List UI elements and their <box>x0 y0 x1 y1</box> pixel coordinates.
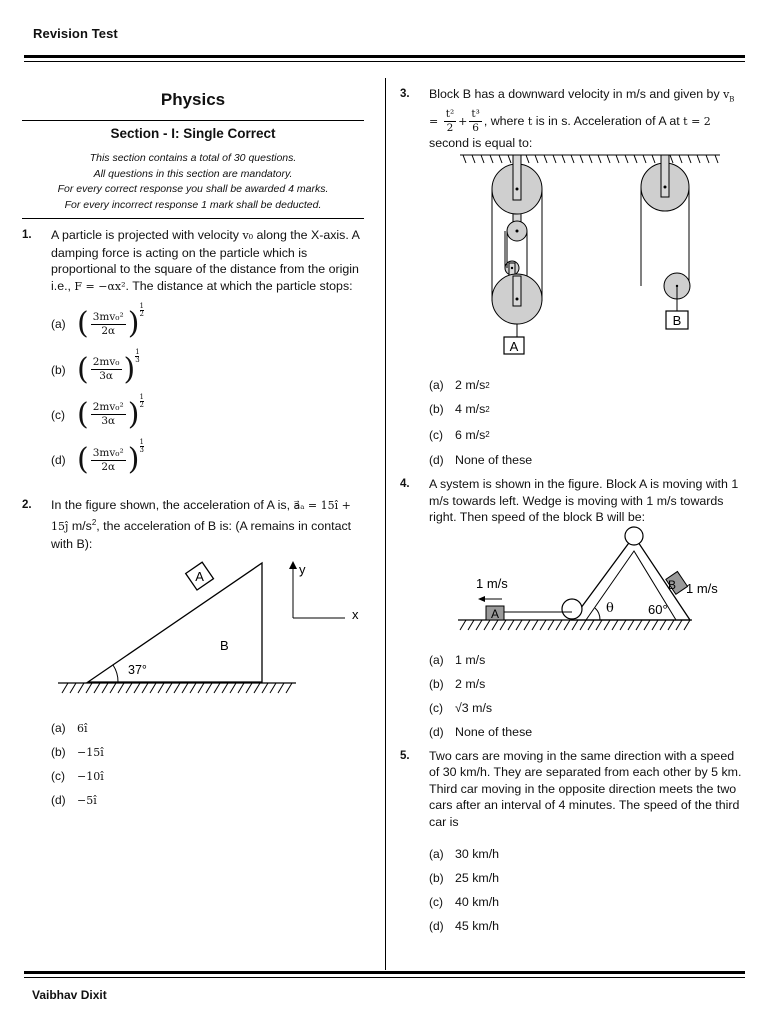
option-label: (a) <box>429 652 444 667</box>
question-2-options <box>51 716 364 812</box>
math-force: F = −αx² <box>74 279 126 293</box>
option-b[interactable] <box>429 866 745 890</box>
power-numerator: 1 <box>139 393 144 402</box>
section-rule-bottom <box>22 218 364 219</box>
option-label: (c) <box>429 700 443 715</box>
option-label: (a) <box>429 847 444 862</box>
frac-denominator: 6 <box>472 121 479 134</box>
wedge-block-figure <box>400 526 745 636</box>
block-b-label: B <box>668 577 677 592</box>
question-number: 4. <box>400 478 410 491</box>
footer-rule-thick <box>24 971 745 974</box>
math-vb: v <box>723 88 730 101</box>
superscript: 2 <box>485 380 490 390</box>
option-value: 6 m/s <box>455 427 486 442</box>
math-equals: = <box>429 114 442 128</box>
option-value: 2 m/s <box>455 378 486 393</box>
math-t-equals-2: t = 2 <box>683 114 711 128</box>
frac-denominator: 2α <box>101 324 116 337</box>
question-number: 5. <box>400 749 410 762</box>
option-d[interactable] <box>51 788 364 812</box>
option-value: None of these <box>455 724 533 739</box>
wedge-b <box>88 563 262 682</box>
velocity-b-label: 1 m/s <box>686 580 718 596</box>
question-text: Two cars are moving in the same direction with a speed of 30 km/h. They are separated from each other by 5 km. Third car moving in the opposite direction meets the two cars after an interval of 4 minutes. The speed of the third car is <box>429 748 742 829</box>
instruction-line: For every correct response you shall be awarded 4 marks. <box>57 183 329 196</box>
superscript: 2 <box>485 430 490 440</box>
question-text: second is equal to: <box>429 135 533 150</box>
option-label: (b) <box>429 871 444 886</box>
power-denominator: 2 <box>139 401 144 410</box>
right-column <box>400 84 745 938</box>
header-rule-thin <box>24 61 745 62</box>
option-b[interactable] <box>429 397 745 421</box>
question-text: , where <box>483 113 528 128</box>
x-axis-label: x <box>352 607 359 622</box>
option-a[interactable] <box>429 373 745 397</box>
math-v0: v₀ <box>242 229 254 243</box>
option-label: (c) <box>51 407 65 422</box>
power-denominator: 3 <box>135 356 140 365</box>
theta-label: θ <box>606 600 614 616</box>
block-a-label: A <box>490 606 500 621</box>
option-label: (a) <box>51 317 66 332</box>
superscript: 2 <box>485 404 490 414</box>
question-text: along the X-axis. A damping force is acting on the particle which is proportional to the square of the distance from the origin i.e., <box>51 228 360 293</box>
block-a-label: A <box>195 569 204 585</box>
header-rule-thick <box>24 55 745 58</box>
question-text: Block B has a downward velocity in m/s and given by <box>429 87 724 101</box>
footer-author: Vaibhav Dixit <box>32 988 107 1002</box>
instruction-line: All questions in this section are mandatory. <box>93 167 293 180</box>
frac-numerator: t² <box>445 107 455 120</box>
math-vb-subscript: B <box>729 95 735 104</box>
y-axis-label: y <box>299 562 306 577</box>
option-label: (d) <box>51 793 66 807</box>
instruction-line: For every incorrect response 1 mark shall be deducted. <box>64 198 322 211</box>
frac-numerator: 3mv₀² <box>92 310 124 323</box>
option-label: (d) <box>429 919 444 934</box>
option-value: 45 km/h <box>455 919 500 934</box>
option-value: None of these <box>455 453 533 468</box>
option-label: (b) <box>51 362 66 377</box>
frac-numerator: t³ <box>471 107 480 120</box>
option-b[interactable] <box>429 672 745 696</box>
math-t: t <box>527 114 533 128</box>
frac-denominator: 3α <box>101 415 116 428</box>
option-c[interactable] <box>429 890 745 914</box>
frac-denominator: 3α <box>99 370 113 383</box>
option-value: 30 km/h <box>455 847 500 862</box>
option-label: (b) <box>51 745 66 759</box>
option-a[interactable] <box>429 648 745 672</box>
angle-label: 60° <box>648 601 668 617</box>
option-value: 2 m/s <box>455 676 486 691</box>
option-label: (a) <box>429 378 444 393</box>
question-text: A system is shown in the figure. Block A is moving with 1 m/s towards left. Wedge is moving with 1 m/s towards right. Then speed of the block B will be: <box>429 477 739 525</box>
frac-numerator: 2mv₀² <box>92 401 124 414</box>
option-c[interactable] <box>429 696 745 720</box>
left-column <box>22 84 364 812</box>
angle-label: 37° <box>128 663 147 677</box>
power-numerator: 1 <box>135 348 140 357</box>
option-value: 1 m/s <box>455 652 486 667</box>
option-d[interactable] <box>429 720 745 744</box>
velocity-a-label: 1 m/s <box>476 575 508 591</box>
question-3-options <box>429 373 745 472</box>
instruction-line: This section contains a total of 30 questions. <box>89 152 297 164</box>
option-d[interactable]: (d) ( $\frac{\text{3mv₀²}}{2\alpha}$ ) 1 3 <box>51 438 144 478</box>
question-text: , the acceleration of B is: (A remains in contact with B): <box>51 519 352 551</box>
option-label: (b) <box>429 676 444 691</box>
option-b[interactable] <box>51 740 364 764</box>
option-a[interactable]: (a) ( $\frac{\text{3mv₀²}}{2\alpha}$ ) 1 2 <box>51 302 144 342</box>
question-4-options <box>429 648 745 744</box>
question-1 <box>22 227 364 295</box>
math-plus: + <box>458 114 468 128</box>
question-text: In the figure shown, the acceleration of A is, <box>51 498 294 513</box>
option-value: 25 km/h <box>455 871 500 886</box>
superscript: 2 <box>91 517 97 527</box>
question-text: is in s. Acceleration of A at <box>532 113 684 128</box>
option-label: (d) <box>51 453 66 468</box>
option-label: (c) <box>429 427 443 442</box>
subject-title: Physics <box>160 90 226 109</box>
option-label: (c) <box>51 769 65 783</box>
footer-rule-thin <box>24 977 745 978</box>
frac-numerator: 3mv₀² <box>92 446 124 459</box>
option-a[interactable] <box>429 842 745 866</box>
option-label: (c) <box>429 895 443 910</box>
frac-denominator: 2 <box>446 121 454 134</box>
option-value: √3 m/s <box>455 700 493 715</box>
section-title: Section - I: Single Correct <box>110 126 276 141</box>
question-2 <box>22 497 364 552</box>
option-value: −10î <box>77 769 104 783</box>
section-instructions <box>22 151 364 218</box>
question-number: 3. <box>400 88 410 100</box>
question-1-options <box>51 301 364 483</box>
question-text: m/s <box>68 519 92 533</box>
power-numerator: 1 <box>139 438 144 447</box>
option-label: (d) <box>429 724 444 739</box>
pulley-system-figure <box>400 151 745 363</box>
power-denominator: 3 <box>139 446 144 455</box>
power-denominator: 2 <box>139 310 144 319</box>
option-value: 4 m/s <box>455 402 486 417</box>
option-b[interactable]: (b) ( $\frac{\text{2mv₀}}{3\alpha}$ ) 1 3 <box>51 348 140 387</box>
math-acceleration-a: a⃗ₐ = 15î + 15ĵ <box>51 499 351 533</box>
frac-numerator: 2mv₀ <box>92 356 120 369</box>
option-a[interactable] <box>51 716 364 740</box>
incline-wedge-figure <box>22 558 364 708</box>
option-c[interactable]: (c) ( $\frac{\text{2mv₀²}}{3\alpha}$ ) 1 2 <box>51 393 144 432</box>
block-b-label: B <box>220 638 229 653</box>
question-4 <box>400 476 745 526</box>
option-label: (d) <box>429 453 444 468</box>
option-label: (a) <box>51 721 66 735</box>
section-rule-top <box>22 120 364 121</box>
option-c[interactable] <box>429 421 745 448</box>
option-value: 6î <box>77 721 88 735</box>
option-value: −15î <box>77 745 104 759</box>
block-b-label: B <box>672 313 682 329</box>
header-title: Revision Test <box>33 26 118 41</box>
question-number: 1. <box>22 229 32 242</box>
option-value: −5î <box>77 793 97 807</box>
option-d[interactable] <box>429 448 745 472</box>
option-value: 40 km/h <box>455 895 500 910</box>
question-number: 2. <box>22 499 32 512</box>
question-3 <box>400 86 745 151</box>
question-text: A particle is projected with velocity <box>51 228 243 243</box>
block-a-label: A <box>509 339 519 355</box>
question-text: . The distance at which the particle stops: <box>125 278 353 293</box>
question-5-options <box>429 842 745 938</box>
option-d[interactable] <box>429 914 745 938</box>
power-numerator: 1 <box>139 302 144 311</box>
frac-denominator: 2α <box>101 460 116 473</box>
option-label: (b) <box>429 402 444 417</box>
option-c[interactable] <box>51 764 364 788</box>
question-5 <box>400 748 745 831</box>
column-divider <box>385 78 386 970</box>
